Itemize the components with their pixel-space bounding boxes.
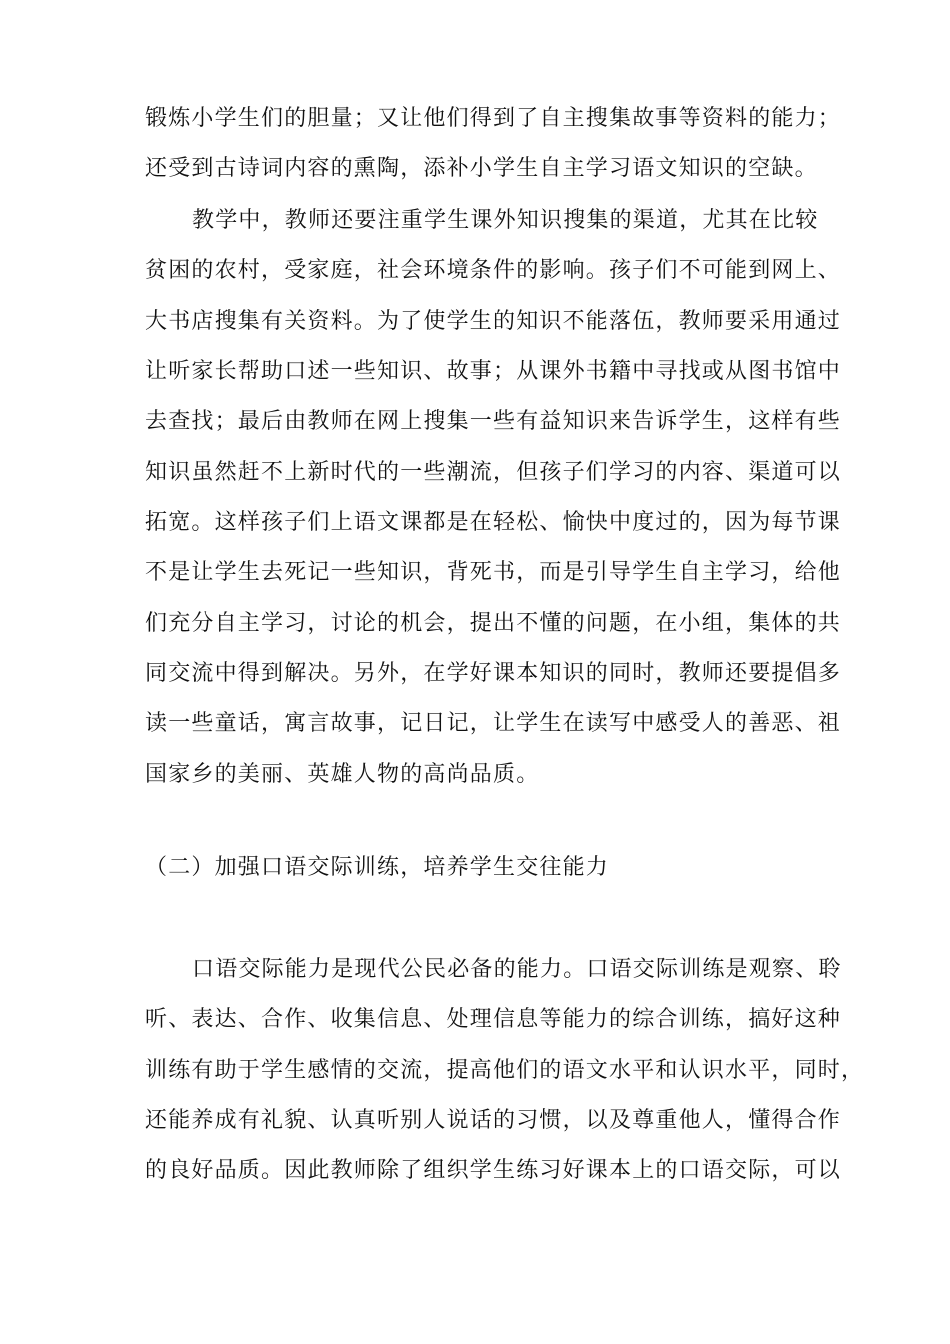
text-line: 们充分自主学习，讨论的机会，提出不懂的问题，在小组，集体的共 xyxy=(145,611,842,636)
text-line: 同交流中得到解决。另外，在学好课本知识的同时，教师还要提倡多 xyxy=(145,661,842,686)
text-line: 锻炼小学生们的胆量；又让他们得到了自主搜集故事等资料的能力； xyxy=(145,106,842,131)
text-line: 国家乡的美丽、英雄人物的高尚品质。 xyxy=(145,762,540,787)
text-line: 还能养成有礼貌、认真听别人说话的习惯，以及尊重他人，懂得合作 xyxy=(145,1108,842,1133)
text-line: 贫困的农村，受家庭，社会环境条件的影响。孩子们不可能到网上、 xyxy=(145,258,842,283)
text-line: 让听家长帮助口述一些知识、故事；从课外书籍中寻找或从图书馆中 xyxy=(145,359,842,384)
text-line: 的良好品质。因此教师除了组织学生练习好课本上的口语交际，可以 xyxy=(145,1158,842,1183)
text-line: 听、表达、合作、收集信息、处理信息等能力的综合训练，搞好这种 xyxy=(145,1007,842,1032)
text-line: 读一些童话，寓言故事，记日记，让学生在读写中感受人的善恶、祖 xyxy=(145,711,842,736)
text-line: 教学中，教师还要注重学生课外知识搜集的渠道，尤其在比较 xyxy=(192,208,819,233)
section-heading: （二）加强口语交际训练，培养学生交往能力 xyxy=(145,855,610,880)
text-line: 不是让学生去死记一些知识，背死书，而是引导学生自主学习，给他 xyxy=(145,560,842,585)
text-line: 拓宽。这样孩子们上语文课都是在轻松、愉快中度过的，因为每节课 xyxy=(145,510,842,535)
text-line: 还受到古诗词内容的熏陶，添补小学生自主学习语文知识的空缺。 xyxy=(145,156,818,181)
text-line: 训练有助于学生感情的交流，提高他们的语文水平和认识水平，同时， xyxy=(145,1058,865,1083)
text-line: 去查找；最后由教师在网上搜集一些有益知识来告诉学生，这样有些 xyxy=(145,409,842,434)
text-line: 知识虽然赶不上新时代的一些潮流，但孩子们学习的内容、渠道可以 xyxy=(145,460,842,485)
text-line: 大书店搜集有关资料。为了使学生的知识不能落伍，教师要采用通过 xyxy=(145,309,842,334)
text-line: 口语交际能力是现代公民必备的能力。口语交际训练是观察、聆 xyxy=(192,957,842,982)
